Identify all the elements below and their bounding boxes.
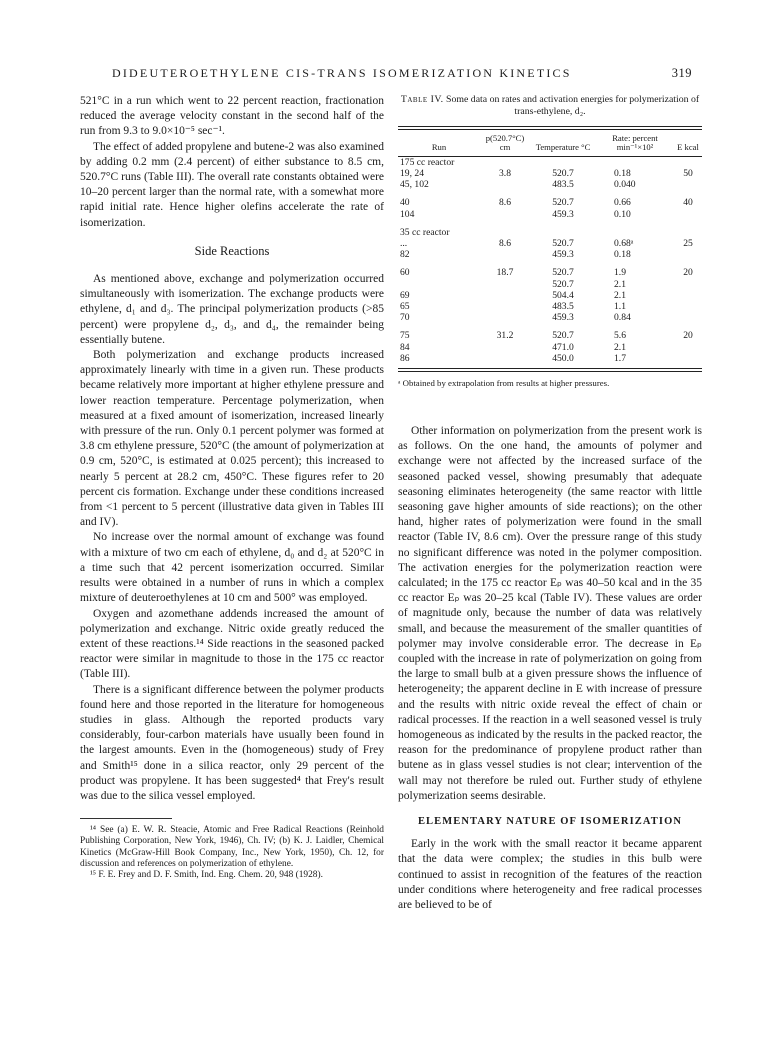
cell-run: 40: [400, 197, 410, 209]
footnotes: [80, 825, 384, 881]
cell-temperature: 450.0: [552, 352, 574, 364]
cell-run: ...: [400, 238, 408, 250]
table-row: [398, 267, 702, 278]
cell-pressure: [480, 209, 530, 220]
paragraph: Early in the work with the small reactor it became apparent that the data were complex; the studies in this bulb were continued to assist in recognition of the features of the reaction under conditions where heterogeneity and free radical processes are believed to be of: [398, 838, 702, 912]
paragraph: 521°C in a run which went to 22 percent reaction, fractionation reduced the average velocity constant in the second half of the run from 9.3 to 9.0×10⁻⁵ sec⁻¹.: [80, 95, 384, 138]
cell-pressure: [480, 279, 530, 290]
cell-run: 75: [400, 330, 410, 342]
cell-pressure: [480, 156, 530, 168]
table-caption-text: Some data on rates and activation energies for polymerization of trans-ethylene, d₂.: [446, 94, 700, 117]
footnote-14: ¹⁴ See (a) E. W. R. Steacie, Atomic and Free Radical Reactions (Reinhold Publishing Corporation, New York, 1946), Ch. IV; (b) K. J. Laidler, Chemical Kinetics (McGraw-Hill Book Company, Inc., New York, 1950), Ch. 12, for discussion and references on polymerization of ethylene.: [80, 825, 384, 869]
running-head: [112, 66, 692, 81]
cell-run: 60: [400, 267, 410, 279]
col-header-energy: E kcal: [674, 130, 702, 156]
table-spacer-row: [398, 190, 702, 197]
col-header-temperature: Temperature °C: [530, 130, 596, 156]
cell-temperature: 459.3: [552, 312, 574, 324]
cell-pressure: 8.6: [499, 197, 511, 209]
table-row: [398, 312, 702, 323]
cell-energy: 20: [683, 267, 693, 279]
page-number: 319: [671, 66, 692, 80]
paragraph: No increase over the normal amount of exchange was found with a mixture of two cm each of ethylene, d₀ and d₂ at 520°C in a time such that 42 percent isomerization occurred. Similar results were obtained in a number of runs in which a complex mixture of deuteroethylenes at 10 cm and 500° was employed.: [80, 531, 384, 605]
cell-rate: 5.6: [614, 330, 626, 342]
cell-rate: 2.1: [614, 341, 626, 353]
cell-temperature: 459.3: [552, 249, 574, 261]
cell-energy: [674, 342, 702, 353]
cell-pressure: 18.7: [496, 267, 514, 279]
cell-rate: 1.7: [614, 352, 626, 364]
cell-energy: 40: [683, 197, 693, 209]
table-row: [398, 353, 702, 364]
cell-temperature: 520.7: [552, 267, 574, 279]
table-row: [398, 249, 702, 260]
paragraph: There is a significant difference between the polymer products found here and those reported in the literature for homogeneous studies in glass. Although the reported products vary considerably, four-carbon materials have usually been found in the largest amounts. Even in the (homogeneous) study of Frey and Smith¹⁵ done in a silica reactor, only 29 percent of the product was propylene. It has been suggested⁴ that Frey's result was due to the silica vessel employed.: [80, 683, 384, 802]
paragraph: Other information on polymerization from the present work is as follows. On the one hand, the amounts of polymer and exchange were not affected by the increased surface of the seasoned packed vessel, showing presumably that adequate seasoning eliminates heterogeneity (the same reactor with little seasoning gave higher amounts of side reactions); on the other hand, higher rates of polymerization were found in the small reactor (Table IV, 8.6 cm). Over the pressure range of this study no significant difference was noted in the polymer composition. The activation energies for the polymerization reaction were calculated; in the 175 cc reactor Eₚ was 40–50 kcal and in the 35 cc reactor Eₚ was 20–25 kcal (Table IV). These values are order of magnitude only, because the number of data was relatively small, and because the measurement of the smaller quantities of polymer may involve considerable error. The decrease in Eₚ coupled with the increase in rate of polymerization on going from the large to small bulb at a given pressure shows the influence of heterogeneity; the apparent decline in E with increase of pressure and the results with nitric oxide reveal the effect of chain or radical processes. If the reaction in a well seasoned vessel is truly homogeneous as indicated by the results in the packed reactor, the reason for the predominance of propylene product rather than butene as in glass vessel studies is not clear; intervention of the wall may not therefore be ruled out. Further study of ethylene polymerization seems desirable.: [398, 425, 702, 802]
cell-run: 65: [400, 301, 410, 313]
paragraph: Both polymerization and exchange products increased approximately linearly with time in a given run. These products became relatively more important at higher ethylene pressure and lower reaction temperature. Percentage polymerization, when measured at a fixed amount of isomerization, increased linearly with pressure of the run. Only 0.1 percent polymer was formed at 3.8 cm ethylene pressure, 520°C (the amount of polymerization at 0.9 cm, 520°C, is estimated at 0.025 percent); this increased to nearly 5 percent at 28.2 cm, 450°C. These figures refer to 20 percent cis formation. Exchange under these conditions increased from <1 percent to 5 percent (illustrative data given in Tables III and IV).: [80, 349, 384, 529]
spacer-cell: [398, 190, 702, 197]
col-header-pressure: p(520.7°C) cm: [480, 130, 530, 156]
cell-run: [398, 279, 480, 290]
cell-energy: [674, 290, 702, 301]
cell-rate: 1.1: [614, 301, 626, 313]
cell-pressure: [480, 301, 530, 312]
left-column: [80, 94, 384, 881]
cell-rate: 2.1: [614, 289, 626, 301]
cell-energy: [674, 227, 702, 238]
cell-rate: 1.9: [614, 267, 626, 279]
cell-temperature: 520.7: [552, 197, 574, 209]
cell-pressure: 3.8: [499, 168, 511, 180]
cell-temperature: 520.7: [552, 330, 574, 342]
right-column: [398, 424, 702, 913]
cell-rate: 0.84: [614, 312, 631, 324]
table-row: [398, 168, 702, 179]
cell-run: 104: [400, 208, 415, 220]
cell-rate: 0.18: [614, 168, 631, 180]
table-row: [398, 290, 702, 301]
cell-rate: 0.18: [614, 249, 631, 261]
cell-energy: 25: [683, 238, 693, 250]
cell-temperature: 520.7: [552, 238, 574, 250]
cell-temperature: 520.7: [552, 278, 574, 290]
table-row: [398, 330, 702, 341]
cell-temperature: [530, 156, 596, 168]
cell-pressure: [480, 179, 530, 190]
cell-pressure: 31.2: [496, 330, 514, 342]
cell-run: 45, 102: [400, 179, 429, 191]
cell-energy: 20: [683, 330, 693, 342]
table-spacer-row: [398, 260, 702, 267]
table-row: [398, 209, 702, 220]
table-row: [398, 342, 702, 353]
paragraph: Oxygen and azomethane addends increased the amount of polymerization and exchange. Nitric oxide greatly reduced the extent of these reactions.¹⁴ Side reactions in the seasoned packed reactor were similar in magnitude to those in the 175 cc reactor (Table III).: [80, 607, 384, 681]
footnote-rule: [80, 818, 172, 819]
cell-energy: [674, 301, 702, 312]
cell-energy: [674, 353, 702, 364]
cell-energy: [674, 249, 702, 260]
cell-rate: 0.040: [614, 179, 636, 191]
cell-pressure: [480, 249, 530, 260]
cell-run: 69: [400, 289, 410, 301]
data-table: [398, 130, 702, 364]
paragraph: The effect of added propylene and butene-2 was also examined by adding 0.2 mm (2.4 percent) of either substance to 8.5 cm, 520.7°C runs (Table III). The overall rate constants obtained were 10–20 percent larger than the normal rate, with a somewhat more rapid initial rate. Hence higher olefins accelerate the rate of isomerization.: [80, 140, 384, 229]
cell-pressure: [480, 342, 530, 353]
cell-run: 175 cc reactor: [400, 156, 455, 168]
spacer-cell: [398, 260, 702, 267]
cell-rate: [596, 227, 674, 238]
cell-temperature: 483.5: [552, 179, 574, 191]
cell-temperature: [530, 227, 596, 238]
table-label: Table IV.: [400, 94, 444, 105]
spacer-cell: [398, 323, 702, 330]
cell-run: 82: [400, 249, 410, 261]
table-row: [398, 197, 702, 208]
table-body: [398, 156, 702, 364]
table-row: [398, 301, 702, 312]
cell-rate: 2.1: [614, 278, 626, 290]
cell-run: 86: [400, 352, 410, 364]
section-heading-side-reactions: Side Reactions: [194, 243, 270, 258]
cell-energy: [674, 312, 702, 323]
cell-run: 35 cc reactor: [400, 226, 450, 238]
cell-rate: [596, 156, 674, 168]
section-heading-elementary-nature: ELEMENTARY NATURE OF ISOMERIZATION: [417, 816, 683, 828]
cell-energy: [674, 209, 702, 220]
table-bottom-rule: [398, 368, 702, 372]
table-iv: [398, 94, 702, 388]
table-spacer-row: [398, 220, 702, 227]
cell-run: 84: [400, 341, 410, 353]
running-head-title: DIDEUTEROETHYLENE CIS-TRANS ISOMERIZATION KINETICS: [112, 66, 572, 80]
cell-temperature: 483.5: [552, 301, 574, 313]
table-row: [398, 179, 702, 190]
col-header-rate: Rate: percent min⁻¹×10²: [596, 130, 674, 156]
cell-pressure: [480, 227, 530, 238]
cell-rate: 0.68ᵃ: [614, 238, 634, 250]
cell-run: 19, 24: [400, 168, 424, 180]
cell-energy: 50: [683, 168, 693, 180]
table-row: [398, 279, 702, 290]
cell-pressure: 8.6: [499, 238, 511, 250]
table-footnote: ᵃ Obtained by extrapolation from results at higher pressures.: [398, 378, 610, 389]
table-row: [398, 156, 702, 168]
cell-pressure: [480, 353, 530, 364]
cell-temperature: 471.0: [552, 341, 574, 353]
cell-temperature: 504.4: [552, 289, 574, 301]
cell-pressure: [480, 312, 530, 323]
cell-temperature: 459.3: [552, 208, 574, 220]
footnote-15: ¹⁵ F. E. Frey and D. F. Smith, Ind. Eng. Chem. 20, 948 (1928).: [90, 869, 323, 880]
cell-rate: 0.10: [614, 208, 631, 220]
cell-energy: [674, 179, 702, 190]
cell-rate: 0.66: [614, 197, 631, 209]
cell-energy: [674, 279, 702, 290]
spacer-cell: [398, 220, 702, 227]
cell-energy: [674, 156, 702, 168]
table-caption: [398, 94, 702, 118]
paragraph: As mentioned above, exchange and polymerization occurred simultaneously with isomerization. The exchange products were ethylene, d₁ and d₃. The principal polymerization products (>85 percent) were propylene d₂, d₃, and d₄, the remainder being essentially butene.: [80, 273, 384, 346]
cell-run: 70: [400, 312, 410, 324]
cell-temperature: 520.7: [552, 168, 574, 180]
table-spacer-row: [398, 323, 702, 330]
table-row: [398, 227, 702, 238]
cell-pressure: [480, 290, 530, 301]
col-header-run: Run: [398, 130, 480, 156]
table-row: [398, 238, 702, 249]
